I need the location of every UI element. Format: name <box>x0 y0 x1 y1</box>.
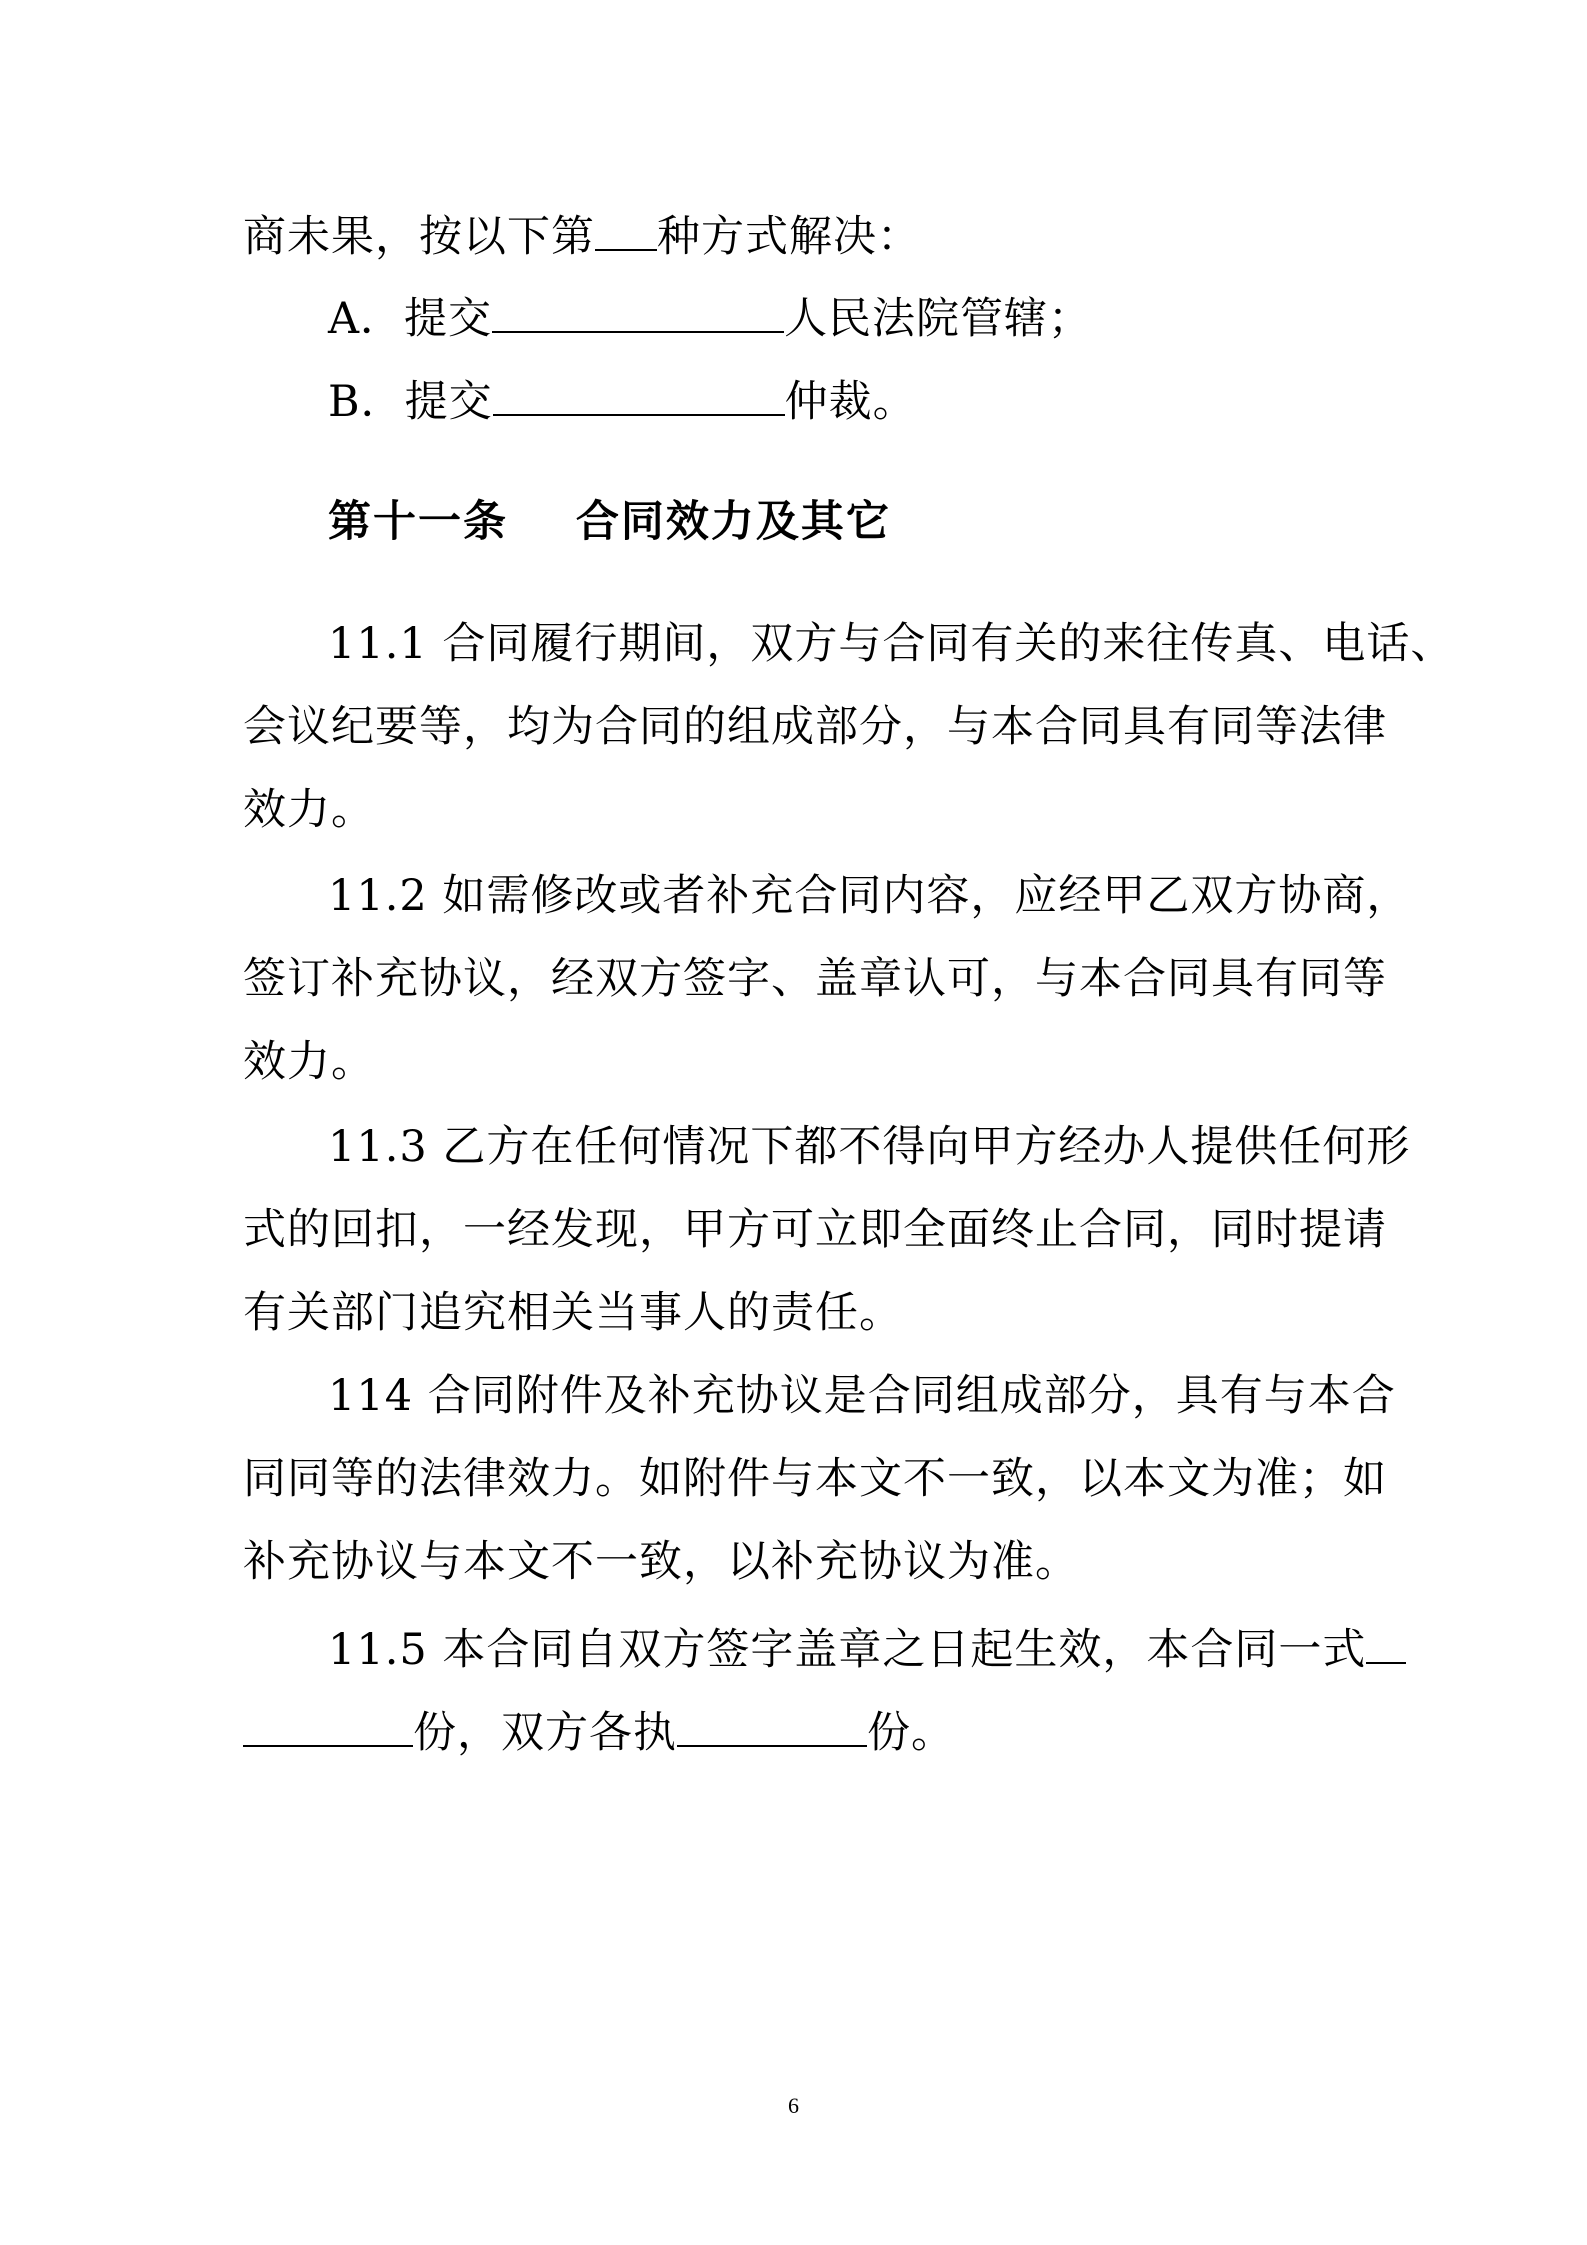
clause-11-1-line-3: 效力。 <box>243 785 375 835</box>
option-b-prefix: B．提交 <box>328 377 493 427</box>
clause-11-2-line-3: 效力。 <box>243 1037 375 1087</box>
article-11-heading: 第十一条 合同效力及其它 <box>328 497 891 547</box>
copies-total-blank-start[interactable] <box>1366 1618 1406 1664</box>
option-a-suffix: 人民法院管辖； <box>784 294 1093 344</box>
clause-11-1-line-2: 会议纪要等，均为合同的组成部分，与本合同具有同等法律 <box>243 702 1387 752</box>
clause-11-1-line-1: 11.1 合同履行期间，双方与合同有关的来往传真、电话、 <box>328 619 1455 669</box>
clause-11-5-end: 份。 <box>867 1708 955 1758</box>
court-name-blank[interactable] <box>492 287 784 333</box>
option-b-line <box>328 370 917 432</box>
clause-11-4-line-1: 114 合同附件及补充协议是合同组成部分，具有与本合 <box>328 1371 1396 1421</box>
clause-11-4-line-3: 补充协议与本文不一致，以补充协议为准。 <box>243 1537 1079 1587</box>
clause-11-5-text: 11.5 本合同自双方签字盖章之日起生效，本合同一式 <box>328 1625 1367 1675</box>
clause-11-2-line-1: 11.2 如需修改或者补充合同内容，应经甲乙双方协商， <box>328 871 1411 921</box>
clause-11-2-line-2: 签订补充协议，经双方签字、盖章认可，与本合同具有同等 <box>243 954 1387 1004</box>
clause-11-5-line-1 <box>328 1618 1406 1680</box>
option-a-line <box>328 287 1092 349</box>
dispute-resolution-text: 商未果，按以下第 <box>243 212 595 262</box>
option-b-suffix: 仲裁。 <box>784 377 917 427</box>
copies-total-blank[interactable] <box>243 1701 413 1747</box>
clause-11-3-line-1: 11.3 乙方在任何情况下都不得向甲方经办人提供任何形 <box>328 1122 1411 1172</box>
option-a-prefix: A．提交 <box>328 294 493 344</box>
clause-11-5-line-2 <box>243 1701 955 1763</box>
copies-each-blank[interactable] <box>677 1701 867 1747</box>
page-number: 6 <box>788 2093 799 2118</box>
clause-11-5-mid: 份，双方各执 <box>413 1708 677 1758</box>
clause-11-4-line-2: 同同等的法律效力。如附件与本文不一致，以本文为准；如 <box>243 1454 1387 1504</box>
dispute-resolution-line <box>243 205 921 267</box>
arbitration-name-blank[interactable] <box>493 370 785 416</box>
clause-11-3-line-3: 有关部门追究相关当事人的责任。 <box>243 1288 903 1338</box>
option-number-blank[interactable] <box>595 205 657 251</box>
clause-11-3-line-2: 式的回扣，一经发现，甲方可立即全面终止合同，同时提请 <box>243 1205 1387 1255</box>
dispute-resolution-tail: 种方式解决： <box>657 212 921 262</box>
